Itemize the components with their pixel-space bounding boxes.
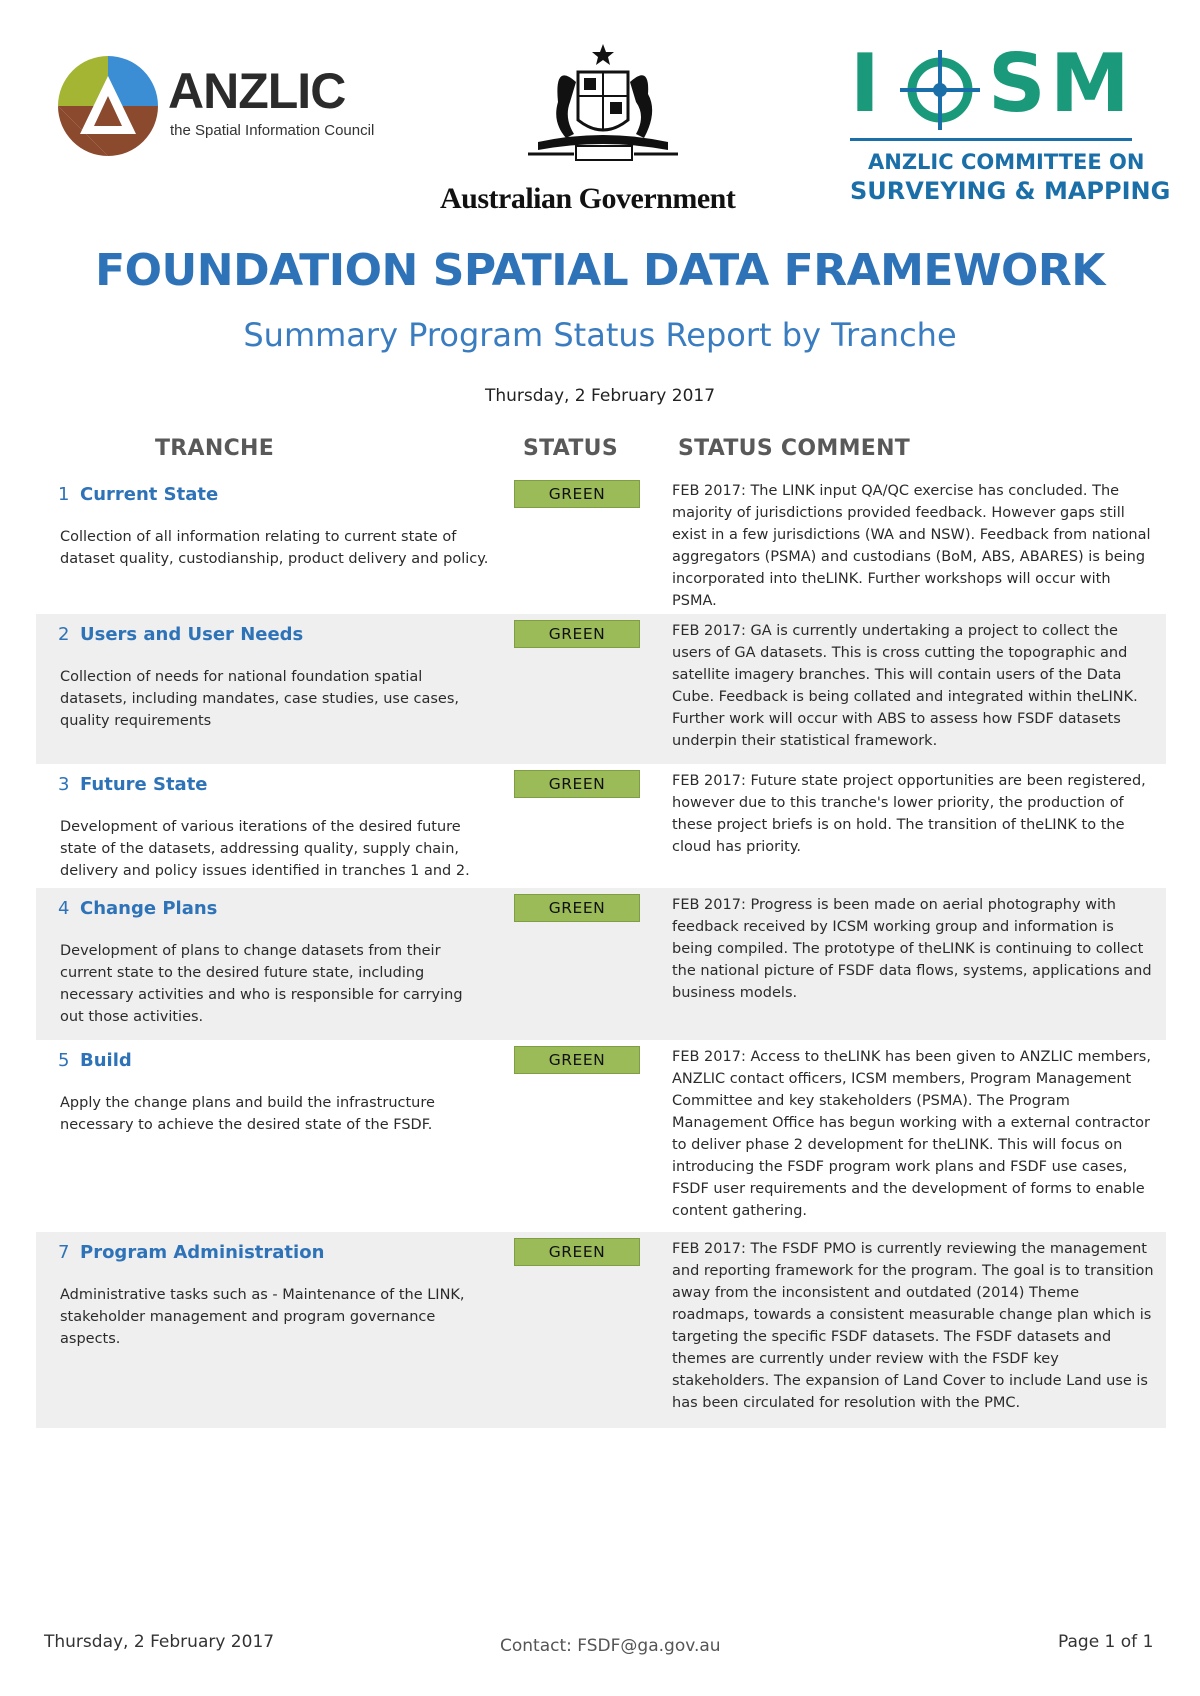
australian-government-logo bbox=[430, 40, 790, 220]
tranche-number: 1 bbox=[58, 484, 70, 505]
status-badge: GREEN bbox=[514, 1046, 640, 1074]
tranche-name: Build bbox=[80, 1050, 132, 1071]
icsm-divider bbox=[850, 138, 1132, 141]
australian-government-label: Australian Government bbox=[440, 182, 736, 215]
anzlic-tagline: the Spatial Information Council bbox=[170, 122, 375, 139]
status-badge: GREEN bbox=[514, 1238, 640, 1266]
coat-of-arms-icon bbox=[518, 42, 688, 172]
tranche-description: Collection of all information relating to current state of dataset quality, custodianship, product delivery and policy. bbox=[60, 529, 489, 567]
tranche-number: 7 bbox=[58, 1242, 70, 1263]
icsm-logo bbox=[850, 37, 1171, 220]
tranche-number: 4 bbox=[58, 898, 70, 919]
tranche-title bbox=[58, 1242, 324, 1263]
page-subtitle: Summary Program Status Report by Tranche bbox=[243, 316, 957, 354]
status-comment: FEB 2017: Future state project opportunities are been registered, however due to this tranche's lower priority, the production of these project briefs is on hold. The transition of theLINK to the cloud has priority. bbox=[672, 773, 1146, 855]
status-comment: FEB 2017: Access to theLINK has been given to ANZLIC members, ANZLIC contact officers, ICSM members, Program Management Committee and key stakeholders (PSMA). The Program Management Office has begun working with a external contractor to deliver phase 2 development for theLINK. This will focus on introducing the FSDF program work plans and FSDF use cases, FSDF user requirements and the development of forms to enable content gathering. bbox=[672, 1049, 1151, 1219]
crosshair-icon bbox=[900, 50, 980, 130]
column-header-comment: STATUS COMMENT bbox=[678, 436, 911, 461]
page-number: Page 1 of 1 bbox=[1058, 1632, 1154, 1652]
status-badge: GREEN bbox=[514, 480, 640, 508]
footer-date: Thursday, 2 February 2017 bbox=[44, 1632, 275, 1652]
tranche-row bbox=[36, 1232, 1166, 1428]
tranche-description: Development of various iterations of the desired future state of the datasets, addressing quality, supply chain, delivery and policy issues identified in tranches 1 and 2. bbox=[60, 819, 470, 879]
tranche-description: Development of plans to change datasets from their current state to the desired future state, including necessary activities and who is responsible for carrying out those activities. bbox=[60, 943, 463, 1025]
tranche-number: 5 bbox=[58, 1050, 70, 1071]
tranche-title bbox=[58, 1050, 132, 1071]
tranche-description: Collection of needs for national foundation spatial datasets, including mandates, case studies, use cases, quality requirements bbox=[60, 669, 459, 729]
report-date: Thursday, 2 February 2017 bbox=[484, 386, 716, 406]
tranche-title bbox=[58, 898, 217, 919]
tranche-row bbox=[36, 614, 1166, 764]
footer-contact: Contact: FSDF@ga.gov.au bbox=[500, 1636, 721, 1656]
status-comment: FEB 2017: The LINK input QA/QC exercise has concluded. The majority of jurisdictions provided feedback. However gaps still exist in a few jurisdictions (WA and NSW). Feedback from national aggregators (PSMA) and custodians (BoM, ABS, ABARES) is being incorporated into theLINK. Further workshops will occur with PSMA. bbox=[672, 483, 1151, 609]
tranche-row bbox=[36, 1040, 1166, 1232]
icsm-letter-m: M bbox=[1050, 37, 1130, 130]
tranche-number: 3 bbox=[58, 774, 70, 795]
logo-banner bbox=[0, 37, 1200, 220]
tranche-name: Current State bbox=[80, 484, 219, 505]
status-badge: GREEN bbox=[514, 620, 640, 648]
anzlic-logo bbox=[56, 54, 376, 164]
status-badge: GREEN bbox=[514, 770, 640, 798]
tranche-table bbox=[36, 474, 1166, 1428]
icsm-letter-s: S bbox=[988, 37, 1046, 130]
tranche-row bbox=[36, 888, 1166, 1040]
tranche-row bbox=[36, 764, 1166, 888]
icsm-tagline-line2: SURVEYING & MAPPING bbox=[850, 177, 1171, 205]
column-header-status: STATUS bbox=[523, 436, 618, 461]
status-badge: GREEN bbox=[514, 894, 640, 922]
tranche-name: Users and User Needs bbox=[80, 624, 304, 645]
column-header-tranche: TRANCHE bbox=[155, 436, 275, 461]
tranche-title bbox=[58, 774, 208, 795]
status-comment: FEB 2017: The FSDF PMO is currently reviewing the management and reporting framework for the program. The goal is to transition away from the inconsistent and outdated (2014) Theme roadmaps, towards a consistent measurable change plan which is targeting the specific FSDF datasets. The FSDF datasets and themes are currently under review with the FSDF key stakeholders. The expansion of Land Cover to include Land use is has been circulated for resolution with the PMC. bbox=[672, 1241, 1154, 1411]
tranche-name: Future State bbox=[80, 774, 208, 795]
icsm-wordmark bbox=[850, 37, 1140, 130]
page-title: FOUNDATION SPATIAL DATA FRAMEWORK bbox=[95, 245, 1105, 296]
tranche-row bbox=[36, 474, 1166, 614]
tranche-description: Apply the change plans and build the infrastructure necessary to achieve the desired state of the FSDF. bbox=[60, 1095, 435, 1133]
tranche-title bbox=[58, 624, 303, 645]
tranche-name: Program Administration bbox=[80, 1242, 325, 1263]
anzlic-emblem-icon bbox=[56, 54, 160, 158]
status-comment: FEB 2017: GA is currently undertaking a project to collect the users of GA datasets. This is cross cutting the topographic and satellite imagery branches. This will contain users of the Data Cube. Feedback is being collated and integrated within theLINK. Further work will occur with ABS to assess how FSDF datasets underpin their statistical framework. bbox=[672, 623, 1138, 749]
icsm-tagline-line1: ANZLIC COMMITTEE ON bbox=[868, 150, 1145, 174]
anzlic-name: ANZLIC bbox=[168, 63, 346, 119]
status-comment: FEB 2017: Progress is been made on aerial photography with feedback received by ICSM working group and information is being compiled. The prototype of theLINK is continuing to collect the national picture of FSDF data flows, systems, applications and business models. bbox=[672, 897, 1152, 1001]
icsm-letter-i: I bbox=[850, 37, 880, 130]
tranche-title bbox=[58, 484, 218, 505]
tranche-name: Change Plans bbox=[80, 898, 218, 919]
tranche-description: Administrative tasks such as - Maintenance of the LINK, stakeholder management and program governance aspects. bbox=[60, 1287, 465, 1347]
tranche-number: 2 bbox=[58, 624, 70, 645]
